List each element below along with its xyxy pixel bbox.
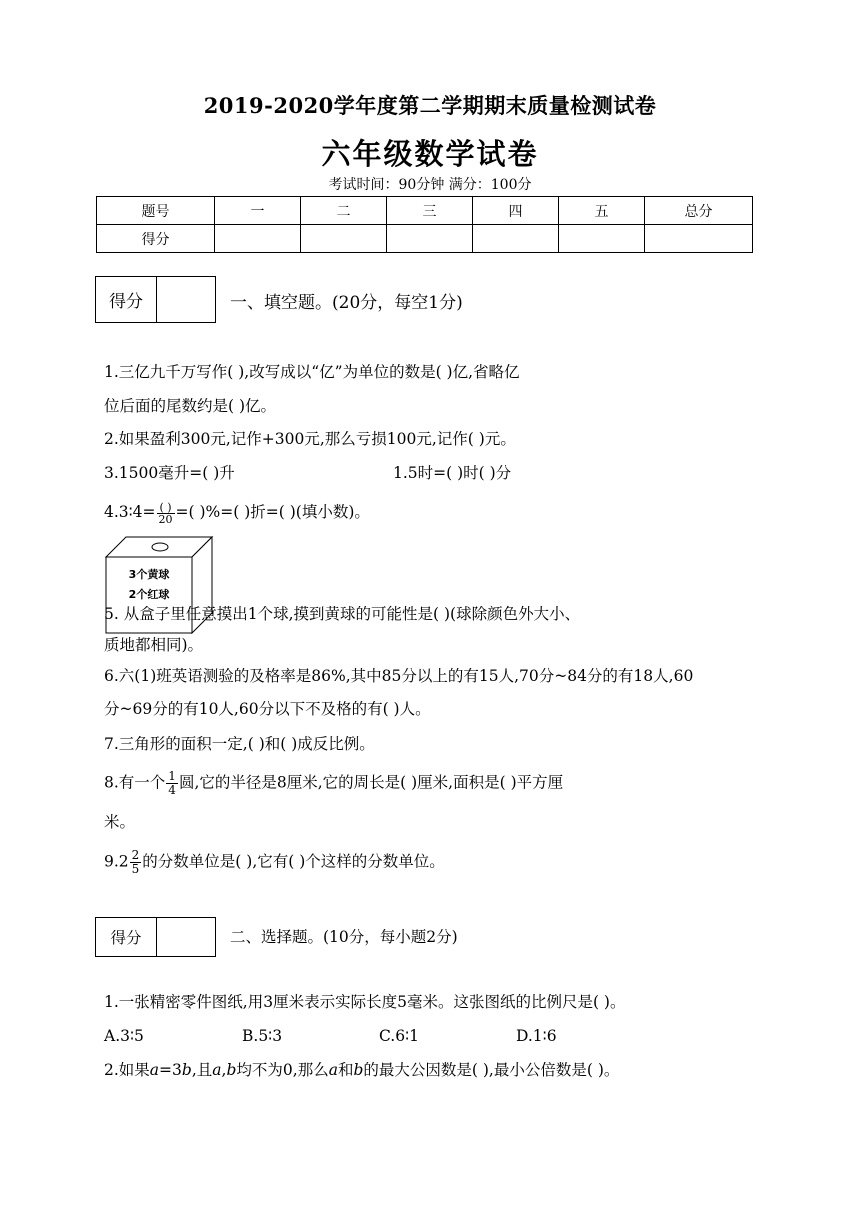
score-cell[interactable] (387, 225, 473, 253)
text-segment: 的最大公因数是( ),最小公倍数是( )。 (363, 1061, 620, 1079)
score-cell[interactable] (301, 225, 387, 253)
question-6-line1: 6.六(1)班英语测验的及格率是86%,其中85分以上的有15人,70分~84分的有18人,60 (104, 667, 694, 685)
text-segment: =3 (159, 1061, 182, 1079)
table-cell: 题号 (97, 197, 215, 225)
question-8-line1 (104, 770, 764, 797)
question-6-line2: 分~69分的有10人,60分以下不及格的有( )人。 (104, 700, 431, 718)
question-8-prefix: 8.有一个 (104, 773, 166, 792)
question-2-2 (104, 1058, 764, 1082)
table-cell: 得分 (97, 225, 215, 253)
exam-info: 考试时间：90分钟 满分：100分 (328, 177, 532, 193)
table-cell: 五 (559, 197, 645, 225)
fraction-numerator: 1 (168, 769, 176, 783)
question-4 (104, 500, 764, 525)
question-7: 7.三角形的面积一定,( )和( )成反比例。 (104, 735, 375, 753)
table-cell: 一 (215, 197, 301, 225)
exam-title: 2019-2020学年度第二学期期末质量检测试卷 (203, 93, 657, 118)
box-label-red: 2个红球 (128, 588, 170, 601)
fraction-denominator: 4 (168, 783, 176, 797)
table-cell: 三 (387, 197, 473, 225)
score-cell[interactable] (645, 225, 753, 253)
fraction-denominator: 5 (131, 862, 140, 876)
question-5-line1: 5. 从盒子里任意摸出1个球,摸到黄球的可能性是( )(球除颜色外大小、 (104, 605, 581, 623)
box-label-yellow: 3个黄球 (128, 568, 170, 581)
question-1-line2: 位后面的尾数约是( )亿。 (104, 397, 277, 415)
variable-a: a (149, 1061, 160, 1079)
exam-subject-title: 六年级数学试卷 (321, 137, 539, 171)
score-cell[interactable] (215, 225, 301, 253)
text-segment: 和 (337, 1061, 354, 1079)
text-segment: 2.如果 (104, 1061, 150, 1079)
section1-score-field[interactable] (157, 277, 215, 322)
question-4-prefix: 4.3∶4= (104, 503, 156, 521)
question-8-fraction (166, 770, 178, 797)
question-9-suffix: 的分数单位是( ),它有( )个这样的分数单位。 (142, 852, 445, 871)
score-cell[interactable] (559, 225, 645, 253)
section1-score-box (95, 276, 216, 323)
question-5-line2: 质地都相同)。 (104, 636, 204, 654)
question-4-suffix: =( )%=( )折=( )(填小数)。 (175, 503, 370, 521)
section2-score-box (95, 917, 216, 957)
section2-score-field[interactable] (157, 918, 215, 956)
text-segment: 均不为0,那么 (236, 1061, 329, 1079)
score-cell[interactable] (473, 225, 559, 253)
fraction-numerator: ( ) (157, 502, 175, 514)
question-9-prefix: 9.2 (104, 852, 129, 871)
option-b[interactable]: B.5∶3 (242, 1027, 283, 1045)
text-segment: , (221, 1061, 227, 1079)
question-3b: 1.5时=( )时( )分 (393, 464, 512, 482)
section2-heading: 二、选择题。(10分，每小题2分) (230, 928, 458, 946)
variable-a: a (212, 1061, 222, 1079)
section1-heading: 一、填空题。(20分，每空1分) (230, 293, 463, 313)
question-3a: 3.1500毫升=( )升 (104, 464, 235, 482)
question-2-1: 1.一张精密零件图纸,用3厘米表示实际长度5毫米。这张图纸的比例尺是( )。 (104, 993, 626, 1011)
question-9-fraction (130, 849, 142, 876)
option-d[interactable]: D.1∶6 (516, 1027, 557, 1045)
section2-score-label: 得分 (96, 918, 157, 956)
score-table (96, 196, 753, 253)
section1-score-label: 得分 (96, 277, 157, 322)
text-segment: ,且 (191, 1061, 213, 1079)
question-4-fraction (157, 502, 175, 525)
variable-b: b (181, 1061, 192, 1079)
fraction-denominator: 20 (158, 512, 173, 526)
question-8-suffix: 圆,它的半径是8厘米,它的周长是( )厘米,面积是( )平方厘 (178, 773, 564, 792)
variable-b: b (353, 1061, 364, 1079)
variable-a: a (328, 1061, 338, 1079)
table-row (97, 225, 753, 253)
table-cell: 总分 (645, 197, 753, 225)
table-cell: 二 (301, 197, 387, 225)
option-c[interactable]: C.6∶1 (379, 1027, 419, 1045)
table-cell: 四 (473, 197, 559, 225)
fraction-numerator: 2 (131, 848, 140, 862)
question-9 (104, 849, 764, 876)
question-8-line2: 米。 (104, 813, 136, 831)
variable-b: b (226, 1061, 237, 1079)
table-row (97, 197, 753, 225)
question-1-line1: 1.三亿九千万写作( ),改写成以“亿”为单位的数是( )亿,省略亿 (104, 363, 520, 381)
option-a[interactable]: A.3∶5 (104, 1027, 144, 1045)
question-2: 2.如果盈利300元,记作+300元,那么亏损100元,记作( )元。 (104, 430, 516, 448)
